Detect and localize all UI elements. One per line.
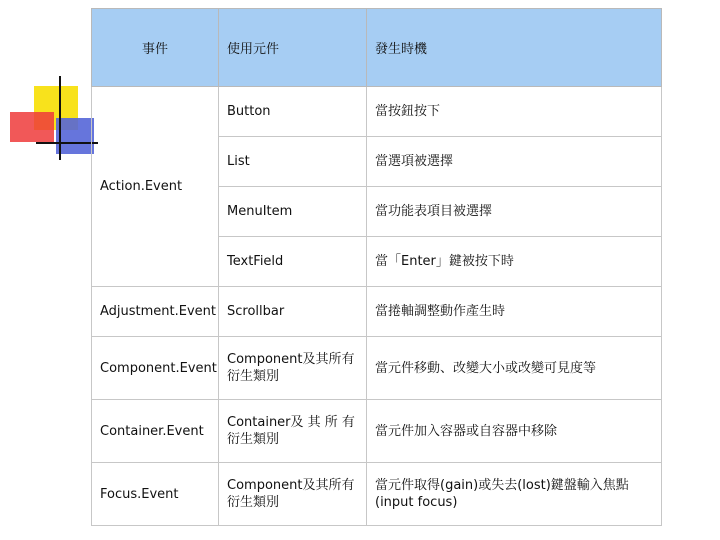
event-table-container [91, 8, 661, 526]
component-cell: Container及 其 所 有衍生類別 [219, 400, 367, 463]
header-component: 使用元件 [219, 9, 367, 87]
table-row [92, 87, 662, 137]
event-cell: Component.Event [92, 337, 219, 400]
component-cell: TextField [219, 237, 367, 287]
timing-cell: 當捲軸調整動作產生時 [367, 287, 662, 337]
event-cell: Adjustment.Event [92, 287, 219, 337]
timing-cell: 當按鈕按下 [367, 87, 662, 137]
logo-vertical-line [59, 76, 61, 160]
header-event: 事件 [92, 9, 219, 87]
decorative-logo-icon [0, 0, 100, 170]
timing-cell: 當元件取得(gain)或失去(lost)鍵盤輸入焦點(input focus) [367, 463, 662, 526]
component-cell: List [219, 137, 367, 187]
table-row [92, 287, 662, 337]
component-cell: Component及其所有衍生類別 [219, 337, 367, 400]
logo-horizontal-line [36, 142, 98, 144]
timing-cell: 當元件加入容器或自容器中移除 [367, 400, 662, 463]
table-header-row [92, 9, 662, 87]
component-cell: Component及其所有衍生類別 [219, 463, 367, 526]
table-row [92, 463, 662, 526]
timing-cell: 當選項被選擇 [367, 137, 662, 187]
timing-cell: 當「Enter」鍵被按下時 [367, 237, 662, 287]
timing-cell: 當功能表項目被選擇 [367, 187, 662, 237]
component-cell: Button [219, 87, 367, 137]
component-cell: Scrollbar [219, 287, 367, 337]
header-timing: 發生時機 [367, 9, 662, 87]
logo-red-square [10, 112, 54, 142]
logo-blue-square [56, 118, 94, 154]
table-row [92, 400, 662, 463]
event-table [91, 8, 662, 526]
component-cell: MenuItem [219, 187, 367, 237]
table-row [92, 337, 662, 400]
event-cell: Container.Event [92, 400, 219, 463]
action-event-cell: Action.Event [92, 87, 219, 287]
timing-cell: 當元件移動、改變大小或改變可見度等 [367, 337, 662, 400]
event-cell: Focus.Event [92, 463, 219, 526]
